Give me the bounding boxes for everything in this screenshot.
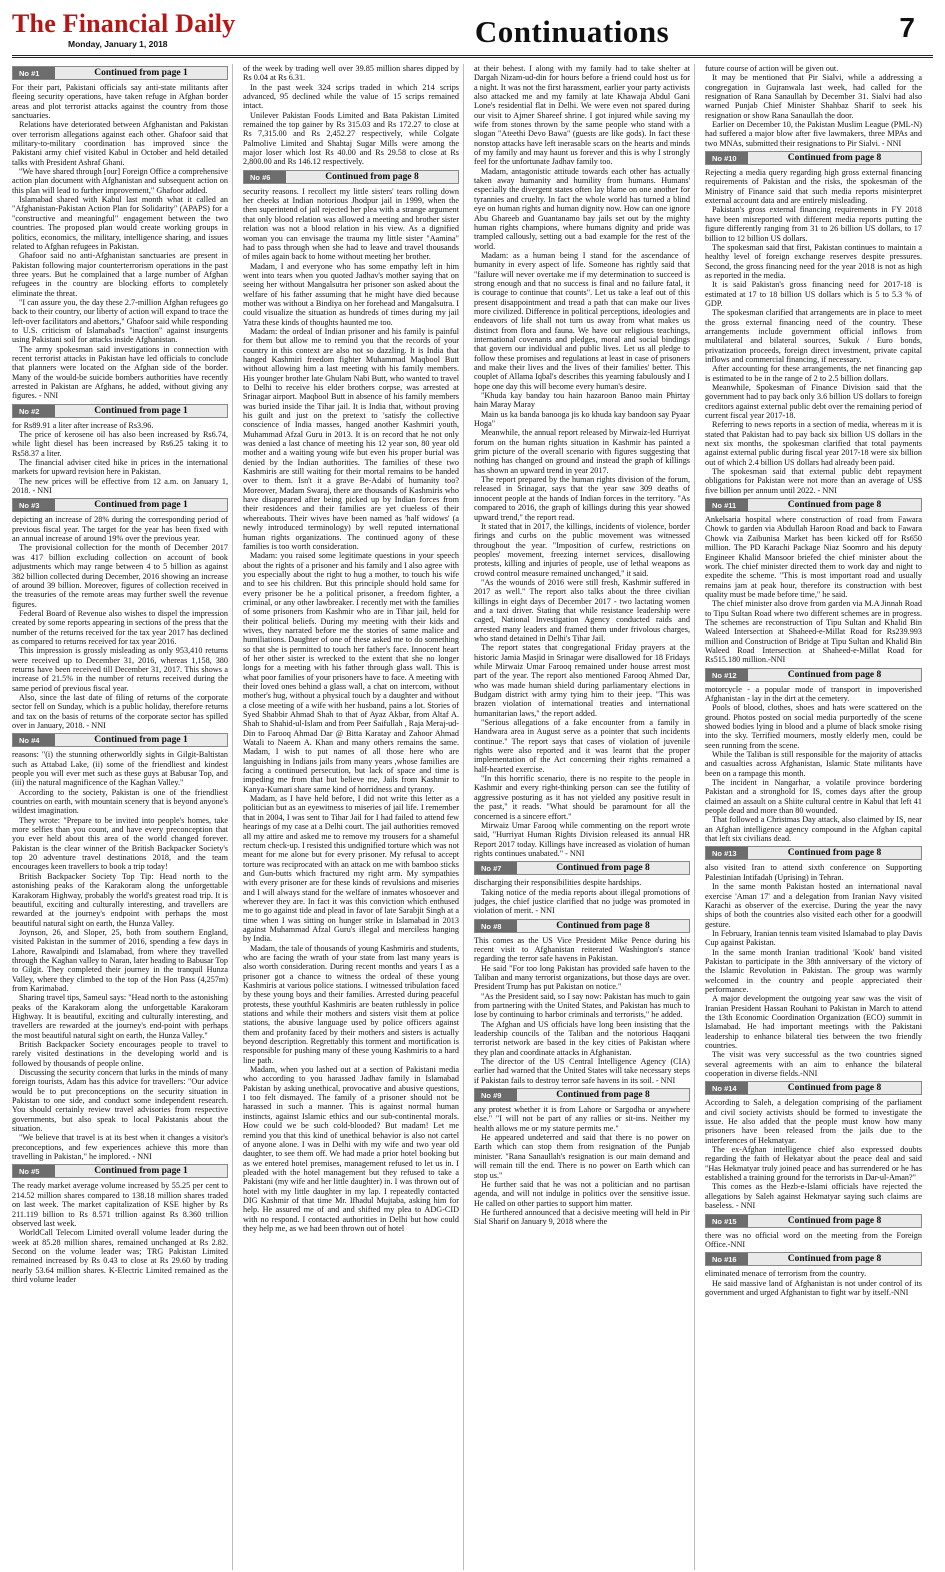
story-paragraph: Taking notice of the media reports about illegal promotions of judges, the chief justice clarified that no judge was promoted in violation of merit. - NNI xyxy=(474,887,690,916)
story-paragraph: He said massive land of Afghanistan is not under control of its government and urged Afghanistan to fight war by itself.-NNI xyxy=(705,1278,922,1297)
story-paragraph: of the week by trading well over 39.85 million shares dipped by Rs 0.04 at Rs 6.31. xyxy=(243,64,459,83)
article-columns xyxy=(12,64,933,1570)
story-paragraph: also visited Iran to attend sixth conference on Supporting Palestinian Intifadah (Uprising) in Tehran. xyxy=(705,863,922,882)
continued-from-label: Continued from page 8 xyxy=(787,848,882,859)
story-header xyxy=(705,1081,922,1095)
continued-story xyxy=(705,1252,922,1297)
story-paragraph: That followed a Christmas Day attack, also claimed by IS, near an Afghan intelligence agency compound in the Afghan capital that left six civilians dead. xyxy=(705,815,922,844)
story-paragraph: Pools of blood, clothes, shoes and hats were scattered on the ground. Photos posted on social media purportedly of the scene showed bodies lying in blood and a plume of black smoke rising into the sky. Terrified mourners, mostly elderly men, could be seen running from the scene. xyxy=(705,703,922,750)
story-header xyxy=(243,170,459,184)
continued-story xyxy=(243,64,459,167)
continued-story xyxy=(705,1081,922,1210)
story-header xyxy=(474,919,690,933)
story-paragraph: Ankelsaria hospital where construction of road from Fawara Chowk to garden via Abdullah Haroon Road and back to Fawara Chowk via Zaibunisa Market has been kicked off for Rs650 million. The PD Karachi Package Niaz Soomro and his deputy Engineer Khalid Mansoor briefed the chief minister about the work. The chief minister directed them to work day and night to expedite the scheme. "This is most important road and usually remains jam at peak hour, therefore its construction with best quality must be made before time," he said. xyxy=(705,515,922,599)
story-paragraph: The ex-Afghan intelligence chief also expressed doubts regarding the faith of Hekatyar about the peace deal and said "Has Hekmatyar truly joined peace and has surrendered or he has established a training ground for the terrorists in Dar-ul-Aman?" xyxy=(705,1145,922,1183)
story-paragraph: Meanwhile, the annual report released by Mirwaiz-led Hurriyat forum on the human rights situation in Kashmir has painted a grim picture of the overall scenario with figures suggesting that nothing has changed on ground and instead the graph of killings has shown an upward trend in year 2017. xyxy=(474,428,690,475)
story-paragraph: eliminated menace of terrorism from the country. xyxy=(705,1269,867,1279)
story-paragraph: Relations have deteriorated between Afghanistan and Pakistan over terrorism allegations against each other. Ghafoor said that military-to-military coordination has improved since the Pakistani army chief visited Kabul in October and held detailed talks with President Ashraf Ghani. xyxy=(12,120,228,167)
story-paragraph: security reasons. I recollect my little sisters' tears rolling down her cheeks at Indian notorious Jhodpur jail in 1999, when the then superintend of jail rejected her plea with a strange argument that only blood relation was allowed a meeting and brother sister relation was not a blood relation in his view. As a dignified woman you can envisage the trauma my little sister "Aamina" had to pass through when she had to leave and travel thousands of miles again back to home without meeting her brother. xyxy=(243,186,459,262)
story-header xyxy=(12,404,228,418)
story-paragraph: The incident in Nangarhar, a volatile province bordering Pakistan and a stronghold for IS, comes days after the group claimed an assault on a Shiite cultural centre in Kabul that left 41 people dead and more than 80 wounded. xyxy=(705,778,922,816)
continued-from-label: Continued from page 8 xyxy=(787,1083,882,1094)
story-header xyxy=(474,861,690,875)
continued-from-label: Continued from page 8 xyxy=(787,1254,882,1265)
section-title: Continuations xyxy=(474,14,670,49)
story-paragraph: In the same month Iranian traditional 'Kook' band visited Pakistan to participate in the 38th anniversary of the victory of the Islamic Revolution in Pakistan. The group was warmly welcomed in the country and people appreciated their performance. xyxy=(705,947,922,994)
story-paragraph: Federal Board of Revenue also wishes to dispel the impression created by some reports appearing in sections of the press that the number of the returns received for the tax year 2017 has declined as compared to returns received for tax year 2016. xyxy=(12,608,228,646)
story-paragraph: This comes as the US Vice President Mike Pence during his recent visit to Afghanistan reiterated Washington's stance regarding the terror safe havens in Pakistan. xyxy=(474,935,690,964)
story-paragraph: He furthered announced that a decisive meeting will held in Pir Sial Sharif on January 9, 2018 where the xyxy=(474,1207,690,1227)
story-paragraph: "I can assure you, the day these 2.7-million Afghan refugees go back to their country, our liberty of action will expand to trace the left-over facilitators and abettors," Ghafoor said while responding to U.S. criticism of Islamabad's "inaction" against insurgents using Pakistani soil for attacks inside Afghanistan. xyxy=(12,297,228,345)
continued-story xyxy=(12,1164,228,1284)
story-header xyxy=(705,498,922,512)
continued-story xyxy=(12,404,228,496)
story-paragraph: The visit was very successful as the two countries signed several agreements with an aim to enhance the bilateral cooperation in diverse fields.-NNI xyxy=(705,1050,922,1079)
continued-from-label: Continued from page 1 xyxy=(94,405,188,416)
story-header xyxy=(474,1088,690,1102)
story-paragraph: The provisional collection for the month of December 2017 was 417 billion excluding collection on account of book adjustments which may range between 4 to 5 billion as against 382 billion collected during December, 2016 showing an increase of around 39 billion. Moreover, figures of collection received in the treasuries of the remote areas may further swell the revenue figures. xyxy=(12,543,228,609)
continued-story xyxy=(705,151,922,495)
story-header xyxy=(12,733,228,747)
story-paragraph: Meanwhile, Spokesman of Finance Division said that the government had to pay back only 3.6 billion US dollars to foreign creditors against external public debt over the remaining period of current fiscal year 2017-18. xyxy=(705,383,922,421)
continued-from-label: Continued from page 8 xyxy=(787,153,882,164)
story-paragraph: In February, Iranian tennis team visited Islamabad to play Davis Cup against Pakistan. xyxy=(705,928,923,948)
column-3 xyxy=(474,64,695,1570)
story-paragraph: Madam, I and everyone who has some empathy left in him went into tears when you quoted Jadhav's mother saying that on seeing her without Mangalsutra her prisoner son asked about the welfare of his father assuming that he might have died because mother was without a Bindiya on her forehead and Mangalsutra. I could visualize the situation as hundreds of times during my jail Yatra these kinds of thoughts haunted me too. xyxy=(243,261,459,327)
story-header xyxy=(12,1164,228,1178)
story-paragraph: "We believe that travel is at its best when it changes a visitor's preconceptions, and few experiences achieve this more than travelling in Pakistan," he implored. - NNI xyxy=(12,1133,228,1162)
story-paragraph: Madam: the ordeal of Indian prisoner and his family is painful for them but allow me to remind you that the records of your country in this context are also not so dazzling. It is India that hanged Kashmiri freedom fighter Muhammad Maqbool Butt without allowing him a last meeting with his family members. His younger brother late Ghulam Nabi Butt, who wanted to travel to Delhi to receive his elder brothers corpse, was arrested at Srinagar airport. Maqbool Butt in absence of his family members was buried inside the Tihar jail. It is India that, without proving his guilt and just on the pretext to 'satisfy the collective conscience of India masses, hanged another Kashmiri youth, Muhammad Afzal Guru in 2013. It is on record that he not only was denied a last chance of meeting his 12 year son, 80 year old mother and a waiting young wife but even his proper burial was denied by the Indian authorities. The families of these two Kashmiris are still waiting for their mortal remains to be handed over to them. Isn't it a grave Be-Adabi of humanity too? Moreover, Madam Swaraj, there are thousands of Kashmiris who have disappeared after being picked up by Indian forces from their residences and their families are yet clueless of their whereabouts. Their wives have been named as 'half widows' (a newly introduced terminology) by well reputed international human rights organizations. The continued agony of these families is too worth consideration. xyxy=(243,326,459,551)
continued-from-label: Continued from page 1 xyxy=(94,1166,188,1177)
story-paragraph: The director of the US Central Intelligence Agency (CIA) earlier had warned that the United States will take necessary steps if Pakistan fails to destroy terror safe havens in its soil. - NNI xyxy=(474,1057,690,1085)
continued-from-label: Continued from page 8 xyxy=(556,863,650,874)
story-header xyxy=(705,668,922,682)
story-paragraph: The financial adviser cited hike in prices in the international markets for upward revision here in Pakistan. xyxy=(12,458,228,477)
story-paragraph: for Rs89.91 a liter after increase of Rs3.96. xyxy=(12,420,154,430)
story-paragraph: The spokesman said that first, Pakistan continues to maintain a healthy level of foreign exchange reserves despite pressures. Second, the gross financing need for the year 2018 is not as high as reported in the media. xyxy=(705,242,922,280)
story-header xyxy=(705,846,922,860)
story-number-tag: No #6 xyxy=(244,171,286,183)
story-number-tag: No #1 xyxy=(13,67,55,79)
story-paragraph: future course of action will be given out. xyxy=(705,64,839,73)
story-paragraph: For their part, Pakistani officials say anti-state militants after fleeing security operations, have taken refuge in Afghan border areas and plot terrorist attacks against the country from those sanctuaries. xyxy=(12,83,228,121)
continued-story xyxy=(705,498,922,665)
continued-story xyxy=(705,668,922,844)
story-paragraph: It stated that in 2017, the killings, incidents of violence, border firings and curbs on the public movement was witnessed throughout the year. "Imposition of curfew, restrictions on peoples' movement, freezing internet services, disallowing protests, killing and injuries of people, use of lethal weapons as crowd control measure remained unchanged," it said. xyxy=(474,521,690,578)
newspaper-logo: The Financial Daily xyxy=(12,9,236,38)
story-paragraph: "Serious allegations of a fake encounter from a family in Handwara area in August serve as a pointer that such incidents continue." The report says that cases of violation of juvenile rights were also reported and it was learnt that the proper implementation of the Act concerning their rights remained a half-hearted exercise. xyxy=(474,718,690,774)
story-paragraph: British Backpacker Society Top Tip: Head north to the astonishing peaks of the Karakoram along the unforgettable Karakoram Highway, probably the world's greatest road trip. It is beautiful, exciting and culturally interesting, and travellers are rewarded at the journey's endpoint with perhaps the most beautiful natural sight on earth, the Hunza Valley. xyxy=(12,871,228,928)
story-paragraph: discharging their responsibilities despite hardships. xyxy=(474,878,642,888)
story-number-tag: No #15 xyxy=(706,1215,748,1227)
story-paragraph: The spokesman said that external public debt repayment obligations for Pakistan were not more than an average of US$ five billion per annum until 2022. - NNI xyxy=(705,467,922,495)
story-paragraph: Madam, antagonistic attitude towards each other has actually taken away humanity and humility from humans. Humans' especially the divergent states often lay blame on one another for tyrannies and cruelty. In fact the whole world has turned a blind eye on human rights and human dignity now. How can one ignore Abu Ghareeb and Guantanamo bay jails set out by the mighty human rights champions, where humans dignity and pride was trampled callously, setting out a bad example for the rest of the world. xyxy=(474,166,690,251)
story-paragraph: Pakistan's gross external financing requirements in FY 2018 have been misreported with different media reports putting the figure differently ranging from 31 to 26 billion US dollars, to 17 billion to 12 billion US dollars. xyxy=(705,205,922,243)
continued-story xyxy=(243,170,459,1234)
story-paragraph: "As the President said, so I say now: Pakistan has much to gain from partnering with the United States, and Pakistan has much to lose by continuing to harbor criminals and terrorists," he added. xyxy=(474,991,690,1020)
story-paragraph: there was no official word on the meeting from the Foreign Office.-NNI xyxy=(705,1230,922,1249)
continued-from-label: Continued from page 8 xyxy=(787,1215,882,1226)
story-paragraph: This impression is grossly misleading as only 953,410 returns were received up to December 31, 2016, whereas 1,158, 380 returns have been received till December 31, 2017. This shows a increase of 21.5% in the number of returns received during the same period of previous fiscal year. xyxy=(12,646,228,693)
story-paragraph: Joynson, 26, and Sloper, 25, both from southern England, visited Pakistan in the summer of 2016, spending a few days in Lahore, Rawalpindi and Islamabad, from where they travelled through the Kaghan valley to Naran, later heading to Babusar Top to Gilgit. They completed their journey in the tranquil Hunza Valley, where they climbed to the top of the Hon Pass (4,257m) from Karimabad. xyxy=(12,927,228,993)
story-paragraph: The spokesman clarified that arrangements are in place to meet the gross external financing need of the country. These arrangements include government official inflows from multilateral and bilateral sources, Sukuk / Euro bonds, privatization proceeds, foreign direct investment, private capital inflows and commercial financing, if necessary. xyxy=(705,308,922,364)
story-paragraph: The report states that congregational Friday prayers at the historic Jamia Masjid in Srinagar were disallowed for 18 Fridays while Mirwaiz Umar Farooq remained under house arrest most part of the year. The report also mentioned Farooq Ahmed Dar, who was made human shield during parliamentary elections in Budgam district with army tying him to their jeep. "This was brazen violation of international treaties and international humanitarian laws," the report added. xyxy=(474,643,690,718)
story-paragraph: The ready market average volume increased by 55.25 per cent to 214.52 million shares compared to 138.18 million shares traded on last week. The market capitalization of KSE higher by Rs 211.119 billion to Rs 8.571 trillion against Rs 8.360 trillion observed last week. xyxy=(12,1181,228,1228)
story-paragraph: The report prepared by the human rights division of the forum, released in Srinagar, says that the year saw 309 deaths of innocent people at the hands of Indian forces in the territory. "As compared to 2016, the graph of killings during this year showed upward trend," the report read. xyxy=(474,475,690,522)
story-number-tag: No #7 xyxy=(475,862,517,874)
story-number-tag: No #11 xyxy=(706,499,748,511)
story-paragraph: "In this horrific scenario, there is no respite to the people in Kashmir and every right-thinking person can see the futility of aggressive posturing as it has not yielded any positive result in the past," it reads. "What should be paramount for all the concerned is a sincere effort." xyxy=(474,774,690,821)
story-paragraph: This comes as the Hezb-e-Islami officials have rejected the allegations by Saleh against Hekmatyar saying such claims are baseless. - NNI xyxy=(705,1182,922,1211)
story-header xyxy=(705,151,922,165)
story-paragraph: The army spokesman said investigations in connection with recent terrorist attacks in Pakistan have led officials to conclude that planners were located on the Afghan side of the border. Many of the would-be suicide bombers authorities have recently arrested in Pakistan are Afghans, he added, without giving any figures. - NNI xyxy=(12,344,228,401)
story-paragraph: "We have shared through [our] Foreign Office a comprehensive action plan document with Afghanistan and subsequent action on this plan will lead to further improvement," Ghafoor added. xyxy=(12,167,228,195)
continued-story xyxy=(705,64,922,148)
masthead xyxy=(12,10,933,58)
story-paragraph: A major development the outgoing year saw was the visit of Iranian President Hassan Rouhani to Pakistan in March to attend the 13th Economic Coordination Organization (ECO) summit in Islamabad. He had important meetings with the Pakistani leadership to enhance bilateral ties between the two friendly countries. xyxy=(705,994,922,1050)
story-paragraph: He said "For too long Pakistan has provided safe haven to the Taliban and many terrorist organizations, but those days are over. President Trump has put Pakistan on notice." xyxy=(474,963,690,992)
story-paragraph: Madam, the tale of thousands of young Kashmiris and students, who are facing the wrath of your state from last many years is also worth consideration. During recent months and years I as a prisoner got a chance to witness the ordeal of these young Kashmiris at various police stations. I witnessed tribulation faced by these young boys and their families. Arrested during peaceful protests, these youthful Kashmiris are beaten ruthlessly in police stations and while their mothers and sisters visit them at police stations, the abusive language used by police officers against them and profanity faced by their mothers and sisters is actually beyond description. Regrettably this torment and mortification is responsible for pushing many of these young Kashmiris to a hard line path. xyxy=(243,943,459,1065)
story-paragraph: "Khuda kay banday tou hain hazaroon Banoo main Phirtay hain Maray Maray xyxy=(474,391,690,410)
story-paragraph: According to Saleh, a delegation comprising of the parliament and civil society activists should be formed to investigate the issue. He also added that the people must know how many prisoners have been released from the jails due to the interferences of Hekmatyar. xyxy=(705,1098,922,1145)
story-paragraph: In the past week 324 scrips traded in which 214 scrips advanced, 95 declined while the value of 15 scrips remained intact. xyxy=(243,82,459,111)
story-paragraph: Also, since the last date of filing of returns of the corporate sector fell on Sunday, which is a public holiday, therefore returns and tax on the basis of returns of the corporate sector has spilled over in January, 2018. - NNI xyxy=(12,692,228,730)
page-number: 7 xyxy=(899,12,915,43)
story-paragraph: WorldCall Telecom Limited overall volume leader during the week at 85.28 million shares, remained unchanged at Rs 2.82. Second on the volume leader was; TRG Pakistan Limited remained increased by Rs 0.43 to close at Rs 29.60 by trading nearly 53.64 million shares. K-Electric Limited remained as the third volume leader xyxy=(12,1228,228,1284)
story-paragraph: It is said Pakistan's gross financing need for 2017-18 is estimated at 17 to 18 billion US dollars which is 5 to 5.3 % of GDP. xyxy=(705,280,922,308)
story-number-tag: No #16 xyxy=(706,1253,748,1265)
story-paragraph: Sharing travel tips, Sameul says: "Head north to the astonishing peaks of the Karakoram along the unforgettable Karakoram Highway. It is beautiful, exciting and culturally interesting, and travellers are rewarded at the journey's end-point with perhaps the most beautiful natural sight on earth, the Hunza Valley." xyxy=(12,993,228,1040)
story-paragraph: British Backpacker Society encourages people to travel to rarely visited destinations in the developing world and is followed by thousands of people online. xyxy=(12,1040,228,1068)
story-number-tag: No #13 xyxy=(706,847,748,859)
story-paragraph: Ghafoor said no anti-Afghanistan sanctuaries are present in Pakistan following major counterterrorism operations in the past three years. But he complained that a large number of Afghan refugees in the country are blocking efforts to completely eliminate the threat. xyxy=(12,251,228,298)
story-paragraph: According to the society, Pakistan is one of the friendliest countries on earth, with mountain scenery that is beyond anyone's wildest imagination. xyxy=(12,787,228,816)
continued-story xyxy=(12,66,228,401)
story-number-tag: No #8 xyxy=(475,920,517,932)
continued-from-label: Continued from page 8 xyxy=(787,500,882,511)
continued-from-label: Continued from page 1 xyxy=(94,735,188,746)
story-paragraph: Discussing the security concern that lurks in the minds of many foreign tourists, Adam has this advice for travellers: "Our advice would be to put preconceptions on the security situation in Pakistan to one side, and conduct some independent research. You should certainly review travel advisories from respective governments, but also speak to local Pakistanis about the situation. xyxy=(12,1068,228,1134)
story-paragraph: Madam, when you lashed out at a section of Pakistani media who according to you harassed Jadhav family in Islamabad Pakistan by asking unethical, provocative and abusive questions, I too felt dismayed. The family of a prisoner should not be harassed in such a manner. This is against normal human instincts, against Islamic ethics and our sub-continental morals. How could we be such cold-blooded? But madam! Let me remind you that this kind of unethical behavior is also not cartel of anyone alone. I was in Delhi with my wife and two year old daughter, to see them off. We had made a prior hotel booking but as we entered hotel premises, management refused to let us in. I pleaded with the hotel management but they refused to take a Pakistani (my wife and her little daughter) in. I was thrown out of hotel with my little daughter in my lap. I repeatedly contacted DIG Kashmir of that time Mr. Ifhadul Mujtaba, asking him for help. He assured me of and and shifted my plea to ADG-CID with no respond. I contacted authorities in Delhi but how could they help me, as we had been thrown out of hotel xyxy=(243,1065,459,1233)
story-paragraph: depicting an increase of 28% during the corresponding period of previous fiscal year. The target for the year has been fixed with an annual increase of around 19% over the previous year. xyxy=(12,515,228,544)
continued-from-label: Continued from page 1 xyxy=(94,68,188,78)
continued-story xyxy=(474,919,690,1086)
story-number-tag: No #2 xyxy=(13,405,55,417)
story-paragraph: He appeared undeterred and said that there is no power on Earth which can stop them from resignation of the Punjab minister. "Rana Sanaullah's resignation is our main demand and will remain till the end. There is no power on Earth which can stop us." xyxy=(474,1133,690,1180)
story-number-tag: No #5 xyxy=(13,1165,55,1177)
story-paragraph: any protest whether it is from Lahore or Sargodha or anywhere else." "I will not be part of any rallies or sit-ins. Neither my health allows me or my stature permits me." xyxy=(474,1105,690,1133)
brand-block xyxy=(12,10,234,49)
continued-from-label: Continued from page 8 xyxy=(325,171,419,182)
story-header xyxy=(705,1214,922,1228)
column-1 xyxy=(12,64,233,1570)
continued-from-label: Continued from page 8 xyxy=(787,669,882,680)
story-paragraph: They wrote: "Prepare to be invited into people's homes, take more selfies than you count, and have every preconception that you ever held about this area of the world changed forever. Pakistan is the clear winner of the British Backpacker Society's top 20 adventure travel destinations 2018, and the team encourages keen travellers to book a trip today! xyxy=(12,815,228,872)
story-paragraph: motorcycle - a popular mode of transport in impoverished Afghanistan - lay in the dirt at the cemetery. xyxy=(705,684,922,703)
column-4 xyxy=(705,64,926,1570)
story-paragraph: He further said that he was not a politician and no partisan agenda, and will not indulge in politics over the sensitive issue. He called on other parties to support him matter. xyxy=(474,1179,690,1208)
story-number-tag: No #12 xyxy=(706,669,748,681)
story-paragraph: Main us ka banda banooga jis ko khuda kay bandoon say Pyaar Hoga" xyxy=(474,409,690,429)
column-2 xyxy=(243,64,464,1570)
continued-from-label: Continued from page 8 xyxy=(556,1090,650,1101)
story-number-tag: No #3 xyxy=(13,499,55,511)
story-paragraph: Rejecting a media query regarding high gross external financing requirements of Pakistan and the risks, the spokesman of the Ministry of Finance said that such media reports misinterpret external account data and are entirely misleading. xyxy=(705,168,922,206)
story-paragraph: While the Taliban is still responsible for the majority of attacks and casualties across Afghanistan, Islamic State militants have been on a rampage this month. xyxy=(705,750,922,778)
continued-story xyxy=(705,1214,922,1250)
story-paragraph: The Afghan and US officials have long been insisting that the leadership councils of the Taliban and the notorious Haqqani terrorist network are based in the key cities of Pakistan where they plan and coordinate attacks in Afghanistan. xyxy=(474,1019,690,1057)
story-paragraph: Madam, as I have held before, I did not write this letter as a politician but as an eyewitness to miseries of jail life. I remember that in 2004, I was sent to Tihar Jail for I had failed to attend few hearings of my case at a Delhi court. The jail authorities removed all my attire and asked me to remove my trousers for a shameful rectum check-up. I resisted this undignified torture which was not meant for me alone but for every prisoner. My refusal to accept torture was reciprocated with an attack on me with bamboo sticks and Gun-butts which fractured my right arm. My sympathies with every prisoner are for these kinds of revulsions and miseries and I will always stand for the welfare of inmates whosoever and wherever they are. In fact it was this conviction which enthused me to go against tide and plead in favor of late Sarabjit Singh at a time when I was sitting on hunger strike in Islamabad in 2013 against Muhammad Afzal Guru's illegal and merciless hanging by India. xyxy=(243,794,459,944)
continued-from-label: Continued from page 1 xyxy=(94,500,188,511)
issue-date: Monday, January 1, 2018 xyxy=(68,39,168,49)
continued-story xyxy=(474,64,690,858)
story-paragraph: "As the wounds of 2016 were still fresh, Kashmir suffered in 2017 as well." The report also talks about the three civilian killings in eight days of December 2017 - two lactating women and a taxi driver. Stating that while resistance leadership were caged, National Investigation Agency conducted raids and arrested many leaders and framed them under frivolous charges, who stand detained in Delhi's Tihar Jail. xyxy=(474,577,690,643)
story-paragraph: It may be mentioned that Pir Sialvi, while a addressing a congregation in Gujranwala last week, had called for the resignation of Rana Sanaullah by December 31. Sialvi had also warned Punjab Chief Minister Shahbaz Sharif to seek his resignation or show Rana Sanaullah the door. xyxy=(705,73,922,120)
story-paragraph: Madam: as a human being I stand for the ascendance of humanity in every aspect of life. Someone has rightly said that "failure will never overtake me if my determination to succeed is strong enough and that no success is final and no failure fatal, it is courage to continue that counts". Let us take a leaf out of this present disappointment and tread a path that can make our lives more civilized. Difference in political perceptions, ideologies and endeavors of life shall not turn us away from what makes us distinct from flora and fauna. We have our religious teachings, international covenants and pledges, moral and social bindings that govern our individual and public lives. Let us all pledge to follow these promises and regulations at least in case of prisoners and make their lives and the lives of their families' better. This couplet of Allama Iqbal's describes this yearning fabulously and I hope one day this will become every human's desire. xyxy=(474,250,690,391)
continued-story xyxy=(12,733,228,1161)
story-header xyxy=(705,1252,922,1266)
story-number-tag: No #10 xyxy=(706,152,748,164)
continued-story xyxy=(474,1088,690,1226)
story-paragraph: Madam: you raised some legitimate questions in your speech about the rights of a prisoner and his family and I also agree with you especially about the right to hug a mother, to touch his wife and to see his children. But this principle should hold same for every prisoner be he a political prisoner, a freedom fighter, a criminal, or any other lawbreaker. I recently met with the families of some prisoners from Kashmir who are in Tihar jail, held for their political beliefs. During my meeting with their kids and wives, they narrated before me the stories of same malice and humiliations. Daughter of one of these asked me to do something so that she is permitted to touch her father's face. Innocent heart of her other sister is wrecked to the extent that she no longer longs for a meeting with his father through glass wall. This is what poor families of your prisoners have to face. A meeting with their loved ones behind a glass wall, a chat on intercom, without mother's hug, without a physical touch by a daughter and without a close meeting of a wife with her husband, pains a lot. Stories of Syed Shabbir Ahmad Shah to that of Ayaz Akbar, from Altaf A. Shah to Shahid-ul-Islam and from Peer Saifullah , Raja Meraj-ud-Din to Farooq Ahmad Dar @ Bitta Karatay and Zahoor Ahmad Watali to Naeem A. Khan and many others remains the same. Madam, I wish to put names of all those here who are languishing in Indians jails from many years ,whose families are facing a continued persecution, but lack of space and time is impeding me from that but believe me, Jails from Kashmir to Kanya-Kumari share same kind of horridness and tyranny. xyxy=(243,551,460,794)
story-number-tag: No #14 xyxy=(706,1082,748,1094)
story-paragraph: The new prices will be effective from 12 a.m. on January 1, 2018. - NNI xyxy=(12,476,228,496)
story-paragraph: reasons: "(i) the stunning otherworldly sights in Gilgit-Baltistan such as Attabad Lake, (ii) some of the friendliest and kindest people you will ever met such as these guys at Babusar Top, and (iii) the natural magnificence of the Kaghan Valley." xyxy=(12,750,228,788)
story-number-tag: No #4 xyxy=(13,734,55,746)
story-paragraph: Islamabad shared with Kabul last month what it called an "Afghanistan-Pakistan Action Plan for Solidarity" (APAPS) for a "constructive and meaningful" engagement between the two countries. The proposed plan would create working groups in politics, economics, the military, intelligence sharing, and issues related to Afghan refugees in Pakistan. xyxy=(12,195,228,251)
story-paragraph: Mirwaiz Umar Farooq while commenting on the report wrote said, "Hurriyat Human Rights Division released its annual HR Report 2017 today. Killings have increased as violation of human rights continues unabated." - NNI xyxy=(474,820,690,858)
story-paragraph: In the same month Pakistan hosted an international naval exercise 'Aman 17' and a delegation from Iranian Navy visited Karachi as observer of the exercise. During the year the navy ships of both the countries also visited each other for a goodwill gesture. xyxy=(705,882,922,929)
story-paragraph: Earlier on December 10, the Pakistan Muslim League (PML-N) had suffered a major blow after five lawmakers, three MPAs and two MNAs, submitted their resignations to Pir Sialvi. - NNI xyxy=(705,120,922,148)
story-paragraph: After accounting for these arrangements, the net financing gap is estimated to be in the range of 2 to 2.5 billion dollars. xyxy=(705,364,922,383)
continued-story xyxy=(705,846,922,1078)
story-paragraph: The price of kerosene oil has also been increased by Rs6.74, while light diesel has been increased by Rs6.25 taking it to Rs58.37 a liter. xyxy=(12,430,228,458)
continued-story xyxy=(474,861,690,915)
story-paragraph: at their behest. I along with my family had to take shelter at Dargah Nizam-ud-din for hours before a friend could host us for a night. It was not the first harassment, earlier your party activists also attacked me and my family at late Khawaja Abdul Gani Lone's residential flat in Delhi. We were even not spared during our visit to Ajmer Shareef shrine. I got injured while saving my wife from stones thrown by the same people who stand with a slogan "Ateethi Devo Bawa" (guests are like gods). In fact these nonstop attacks have left inerasable scars on the hearts and minds of my family and may haunt us forever and this is why I strongly feel for the unfortunate Jadhav family too. xyxy=(474,64,690,167)
story-paragraph: Unilever Pakistan Foods Limited and Bata Pakistan Limited remained the top gainer by Rs 315.03 and Rs 172.27 to close at Rs 7,315.00 and Rs 2,452.27 respectively, while Colgate Palmolive Limited and Shahtaj Sugar Mills were among the major loser which lost Rs 40.00 and Rs 29.58 to close at Rs 2,800.00 and Rs 146.12 respectively. xyxy=(243,110,459,167)
continued-from-label: Continued from page 8 xyxy=(556,920,650,931)
story-paragraph: Referring to news reports in a section of media, whereas m it is stated that Pakistan had to pay back six billion US dollars in the next six months, the spokesman clarified that total payments against external public during fiscal year 2017-18 were six billion out of which 2.4 billion US dollars had already been paid. xyxy=(705,420,922,467)
story-paragraph: The chief minister also drove from garden via M.A Jinnah Road to Tipu Sultan Road where two different schemes are in progress. The schemes are reconstruction of Tipu Sultan and Khalid Bin Waleed Intersection at Shaheed-e-Millat Road for Rs239.993 million and Construction of Bridge at Tipu Sultan and Khalid Bin Waleed Road Intersection at Shaheed-e-Millat Road for Rs515.180 million.-NNI xyxy=(705,599,922,665)
story-number-tag: No #9 xyxy=(475,1089,517,1101)
story-header xyxy=(12,498,228,512)
continued-story xyxy=(12,498,228,730)
story-header xyxy=(12,66,228,80)
